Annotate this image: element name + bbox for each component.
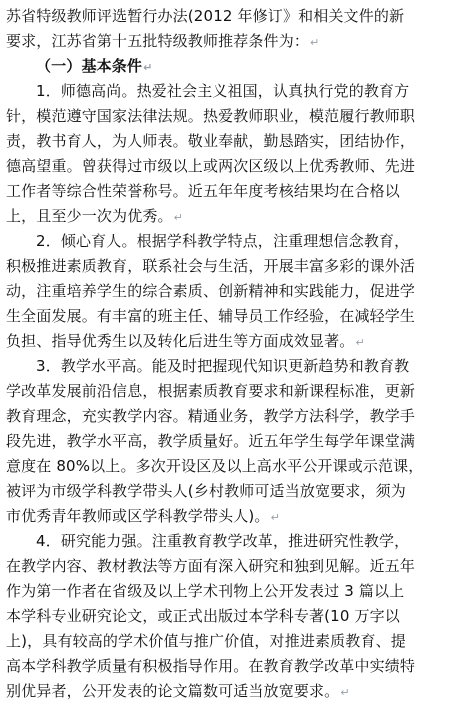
paragraph-mark-icon: ↵ xyxy=(270,511,280,524)
paragraph-mark-icon: ↵ xyxy=(173,211,184,224)
text-line: 工作者等综合性荣誉称号。近五年年度考核结果均在合格以 xyxy=(6,182,400,200)
text-line: 教育理念，充实教学内容。精通业务，教学方法科学，教学手 xyxy=(6,407,416,425)
text-line: 积极推进素质教育，联系社会与生活，开展丰富多彩的课外活 xyxy=(6,257,416,275)
text-line: 学改革发展前沿信息，根据素质教育要求和新课程标准，更新 xyxy=(6,382,416,400)
text-line: 2．倾心育人。根据学科教学特点，注重理想信念教育， xyxy=(36,232,410,250)
text-line: 段先进，教学水平高，教学质量好。近五年学生每学年课堂满 xyxy=(6,432,416,450)
text-line: 生全面发展。有丰富的班主任、辅导员工作经验，在减轻学生 xyxy=(6,307,416,325)
text-line: 责，教书育人，为人师表。敬业奉献，勤恳踏实，团结协作， xyxy=(6,132,416,150)
text-line: 市优秀青年教师或区学科教学带头人)。↵ xyxy=(6,507,280,525)
text-line: 针，模范遵守国家法律法规。热爱教师职业，模范履行教师职 xyxy=(6,107,416,125)
text-line: 3．教学水平高。能及时把握现代知识更新趋势和教育教 xyxy=(36,357,410,375)
text-line: 被评为市级学科教学带头人(乡村教师可适当放宽要求，须为 xyxy=(6,482,406,500)
section-heading: （一）基本条件↵ xyxy=(36,57,153,75)
paragraph-mark-icon: ↵ xyxy=(355,336,365,349)
text-line: 1．师德高尚。热爱社会主义祖国，认真执行党的教育方 xyxy=(36,82,410,100)
text-line: 在教学内容、教材教法等方面有深入研究和独到见解。近五年 xyxy=(6,557,416,575)
text-line: 本学科专业研究论文，或正式出版过本学科专著(10 万字以 xyxy=(6,607,400,625)
paragraph-mark-icon: ↵ xyxy=(143,61,153,74)
text-line: 德高望重。曾获得过市级以上或两次区级以上优秀教师、先进 xyxy=(6,157,416,175)
text-line: 负担、指导优秀生以及转化后进生等方面成效显著。↵ xyxy=(6,332,365,350)
text-line: 上，且至少一次为优秀。↵ xyxy=(6,207,184,225)
text-line: 苏省特级教师评选暂行办法(2012 年修订》和相关文件的新 xyxy=(6,7,405,25)
text-line: 上)，具有较高的学术价值与推广价值，对推进素质教育、提 xyxy=(6,632,406,650)
text-line: 动，注重培养学生的综合素质、创新精神和实践能力，促进学 xyxy=(6,282,416,300)
paragraph-mark-icon: ↵ xyxy=(310,36,320,49)
text-line: 别优异者，公开发表的论文篇数可适当放宽要求。↵ xyxy=(6,682,350,700)
text-line: 作为第一作者在省级及以上学术刊物上公开发表过 3 篇以上 xyxy=(6,582,405,600)
paragraph-mark-icon: ↵ xyxy=(340,686,350,699)
text-line: 意度在 80%以上。多次开设区及以上高水平公开课或示范课， xyxy=(6,457,424,475)
text-line: 4．研究能力强。注重教育教学改革，推进研究性教学， xyxy=(36,532,410,550)
text-line: 高本学科教学质量有积极指导作用。在教育教学改革中实绩特 xyxy=(6,657,416,675)
text-line: 要求，江苏省第十五批特级教师推荐条件为：↵ xyxy=(6,32,320,50)
